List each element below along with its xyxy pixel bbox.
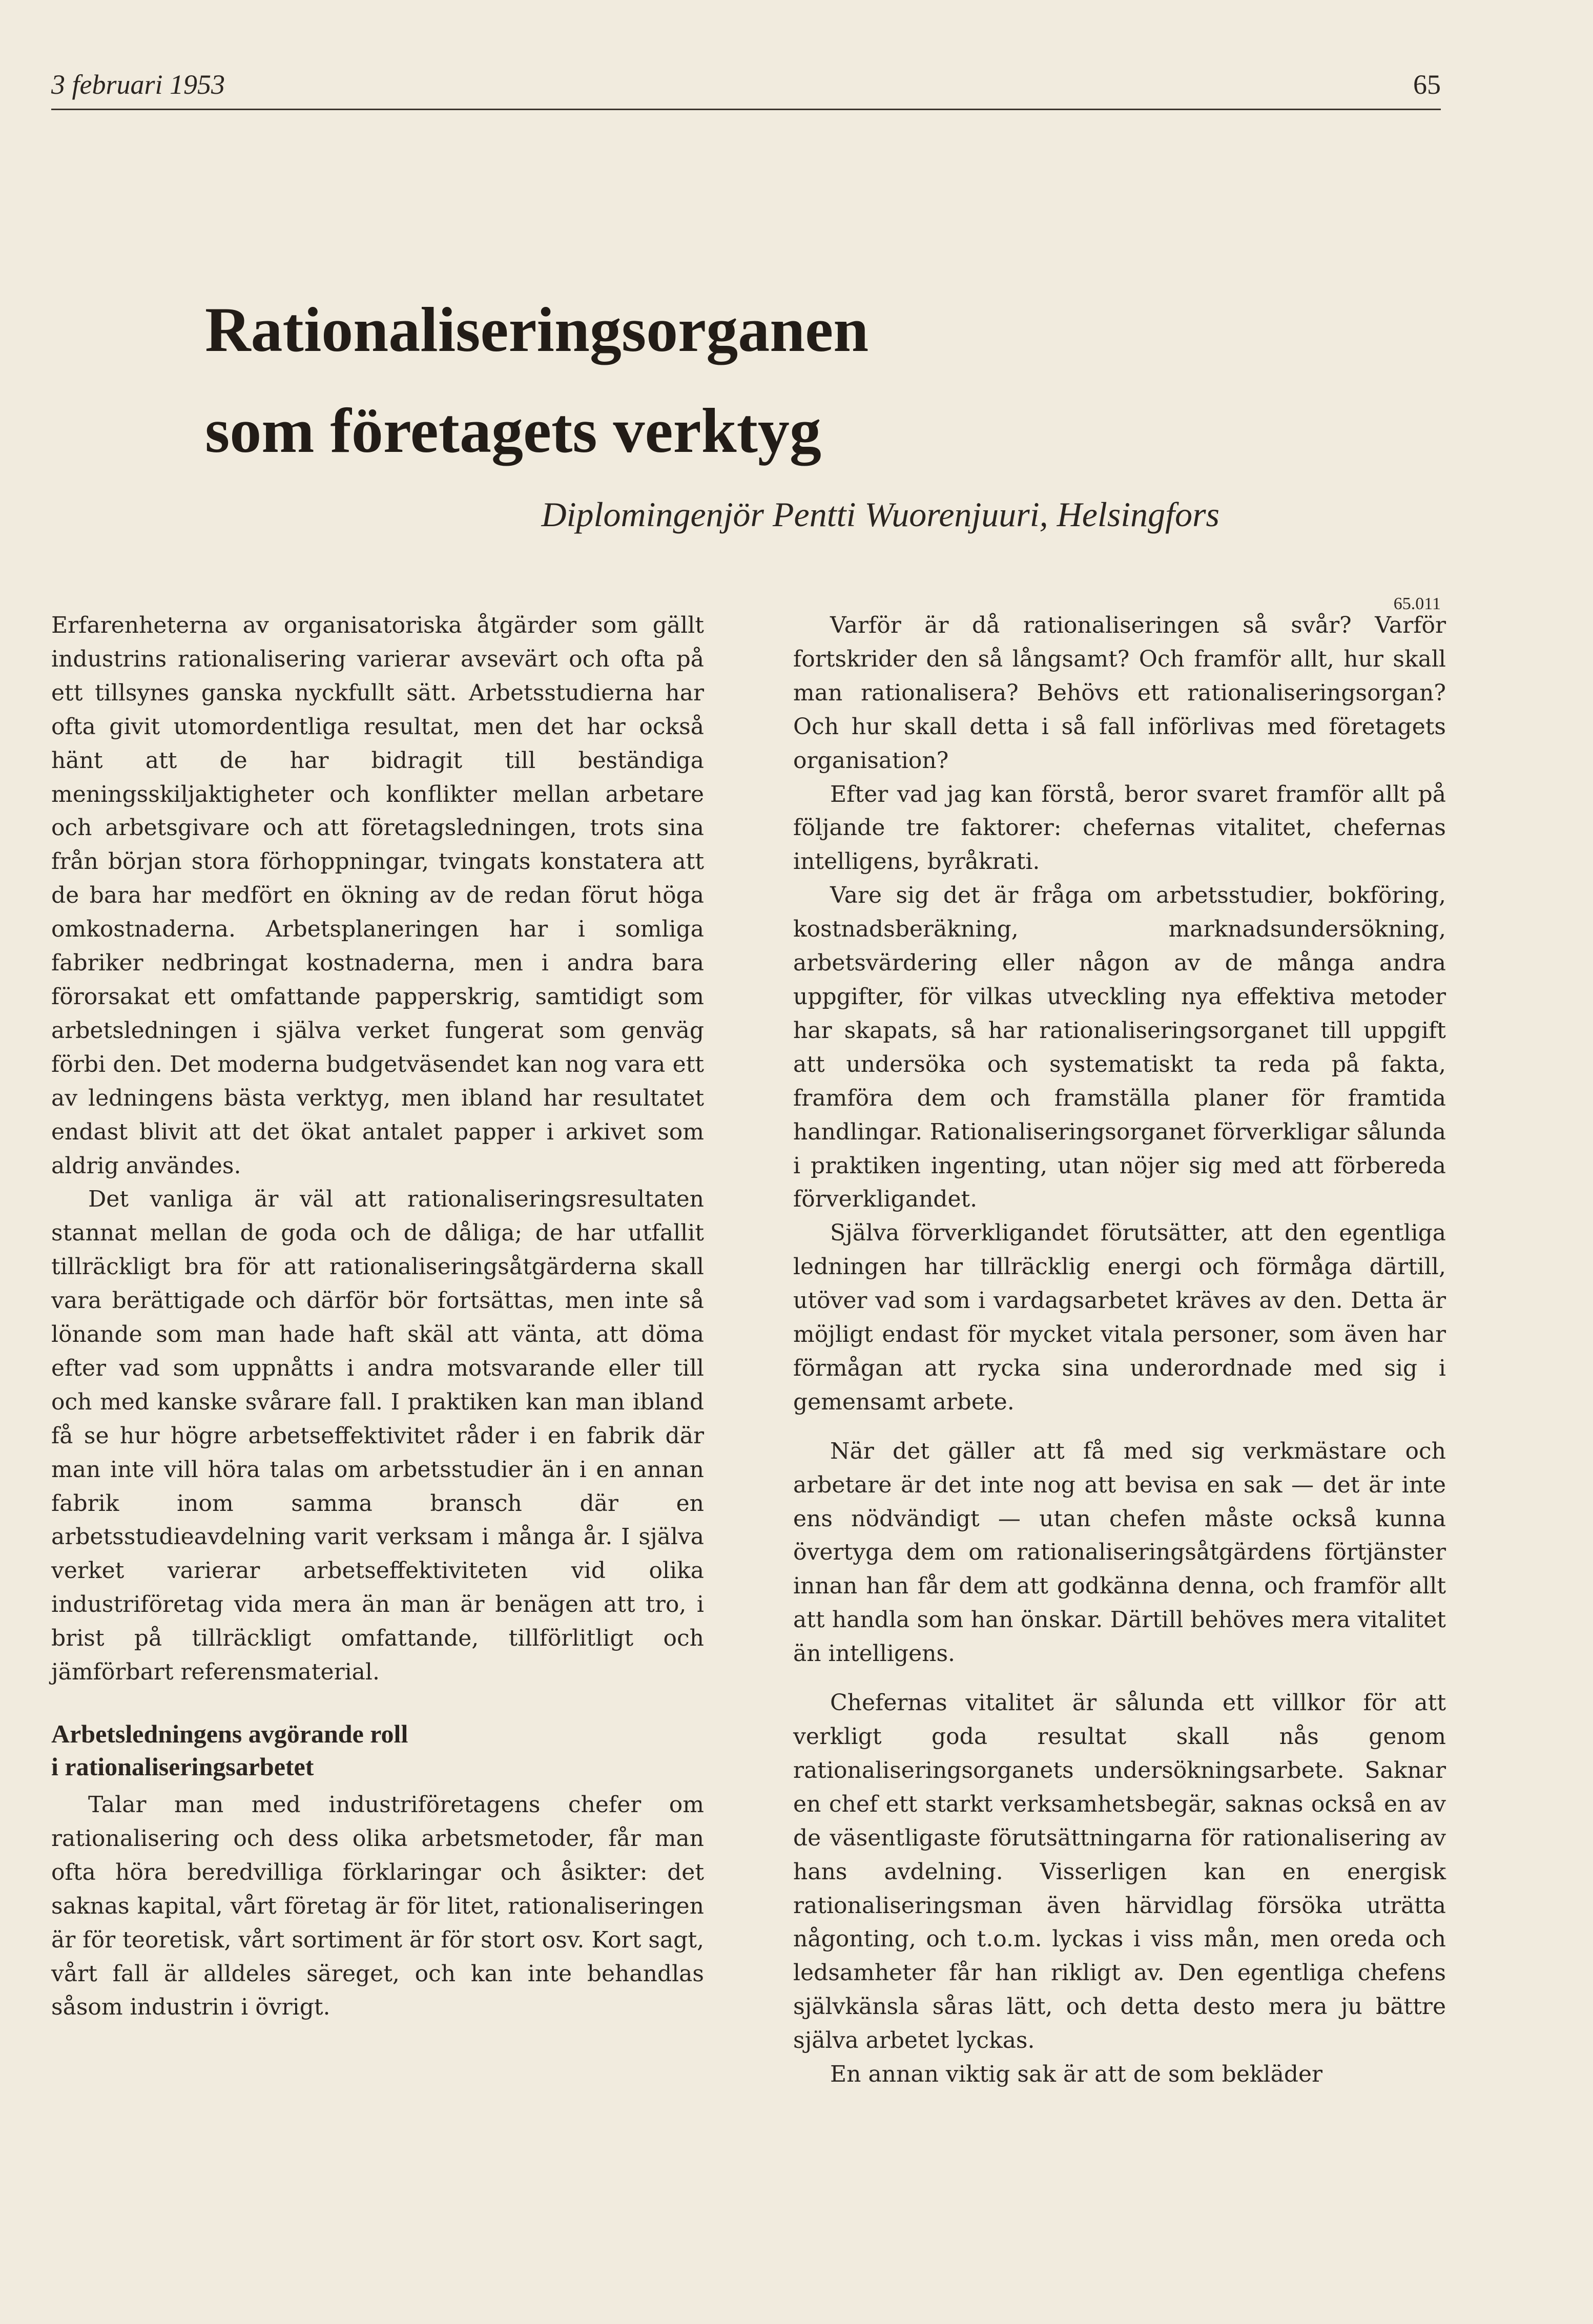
paragraph: När det gäller att få med sig verkmästare och arbetare är det inte nog att bevisa en sak — det är inte ens nödvändigt — utan chefen måste också kunna övertyga dem om rationaliseringsåtgärdens förtjänster innan han får dem att godkänna denna, och framför allt att handla som han önskar. Därtill behöves mera vitalitet än intelligens.: [793, 1438, 1446, 1667]
paragraph: Varför är då rationaliseringen så svår? Varför fortskrider den så långsamt? Och framför allt, hur skall man rationalisera? Behövs ett rationaliseringsorgan? Och hur skall detta i så fall införlivas med företagets organisation?: [793, 612, 1446, 774]
paragraph: Vare sig det är fråga om arbetsstudier, bokföring, kostnadsberäkning, marknadsundersökning, arbetsvärdering eller någon av de många andra uppgifter, för vilkas utveckling nya effektiva metoder har skapats, så har rationaliseringsorganet till uppgift att undersöka och systematiskt ta reda på fakta, framföra dem och framställa planer för framtida handlingar. Rationaliseringsorganet förverkligar sålunda i praktiken ingenting, utan nöjer sig med att förbereda förverkligandet.: [793, 882, 1446, 1213]
section-heading-line-2: i rationaliseringsarbetet: [51, 1752, 314, 1781]
page-number: 65: [1413, 69, 1441, 100]
paragraph: Efter vad jag kan förstå, beror svaret framför allt på följande tre faktorer: chefernas vitalitet, chefernas intelligens, byråkrati.: [793, 781, 1446, 875]
right-column: [793, 609, 1446, 2091]
issue-date: 3 februari 1953: [51, 69, 225, 100]
article-title: [205, 279, 868, 481]
paragraph: Talar man med industriföretagens chefer om rationalisering och dess olika arbetsmetoder, får man ofta höra beredvilliga förklaringar och åsikter: det saknas kapital, vårt företag är för litet, rationaliseringen är för teoretisk, vårt sortiment är för stort osv. Kort sagt, vårt fall är alldeles säreget, och kan inte behandlas såsom industrin i övrigt.: [51, 1792, 704, 2021]
paragraph: Erfarenheterna av organisatoriska åtgärder som gällt industrins rationalisering varierar avsevärt och ofta på ett tillsynes ganska nyckfullt sätt. Arbetsstudierna har ofta givit utomordentliga resultat, men det har också hänt att de har bidragit till beständiga meningsskiljaktigheter och konflikter mellan arbetare och arbetsgivare och att företagsledningen, trots sina från början stora förhoppningar, tvingats konstatera att de bara har medfört en ökning av de redan förut höga omkostnaderna. Arbetsplaneringen har i somliga fabriker nedbringat kostnaderna, men i andra bara förorsakat ett omfattande papperskrig, samtidigt som arbetsledningen i själva verket fungerat som genväg förbi den. Det moderna budgetväsendet kan nog vara ett av ledningens bästa verktyg, men ibland har resultatet endast blivit att det ökat antalet papper i arkivet som aldrig användes.: [51, 612, 704, 1179]
running-header: [51, 61, 1441, 110]
left-column: [51, 609, 704, 2024]
paragraph: En annan viktig sak är att de som bekläder: [830, 2061, 1323, 2088]
paragraph: Chefernas vitalitet är sålunda ett villkor för att verkligt goda resultat skall nås genom rationaliseringsorganets undersökningsarbete. Saknar en chef ett starkt verksamhetsbegär, saknas också en av de väsentligaste förutsättningarna för rationalisering av hans avdelning. Visserligen kan en energisk rationaliseringsman även härvidlag försöka uträtta någonting, och t.o.m. lyckas i viss mån, men oreda och ledsamheter får han rikligt av. Den egentliga chefens självkänsla såras lätt, och detta desto mera ju bättre själva arbetet lyckas.: [793, 1690, 1446, 2054]
byline: Diplomingenjör Pentti Wuorenjuuri, Helsingfors: [541, 495, 1219, 534]
section-heading-line-1: Arbetsledningens avgörande roll: [51, 1719, 408, 1748]
title-line-1: Rationaliseringsorganen: [205, 295, 869, 365]
classification-code: 65.011: [1393, 594, 1441, 613]
title-line-2: som företagets verktyg: [205, 396, 821, 466]
paragraph: Själva förverkligandet förutsätter, att den egentliga ledningen har tillräcklig energi och förmåga därtill, utöver vad som i vardagsarbetet kräves av den. Detta är möjligt endast för mycket vitala personer, som även har förmågan att rycka sina underordnade med sig i gemensamt arbete.: [793, 1220, 1446, 1415]
section-heading: [51, 1717, 704, 1783]
paragraph: Det vanliga är väl att rationaliseringsresultaten stannat mellan de goda och de dåliga; de har utfallit tillräckligt bra för att rationaliseringsåtgärderna skall vara berättigade och därför bör fortsättas, men inte så lönande som man hade haft skäl att vänta, att döma efter vad som uppnåtts i andra motsvarande eller till och med kanske svårare fall. I praktiken kan man ibland få se hur högre arbetseffektivitet råder i en fabrik där man inte vill höra talas om arbetsstudier än i en annan fabrik inom samma bransch där en arbetsstudieavdelning varit verksam i många år. I själva verket varierar arbetseffektiviteten vid olika industriföretag vida mera än man är benägen att tro, i brist på tillräckligt omfattande, tillförlitligt och jämförbart referensmaterial.: [51, 1186, 704, 1686]
